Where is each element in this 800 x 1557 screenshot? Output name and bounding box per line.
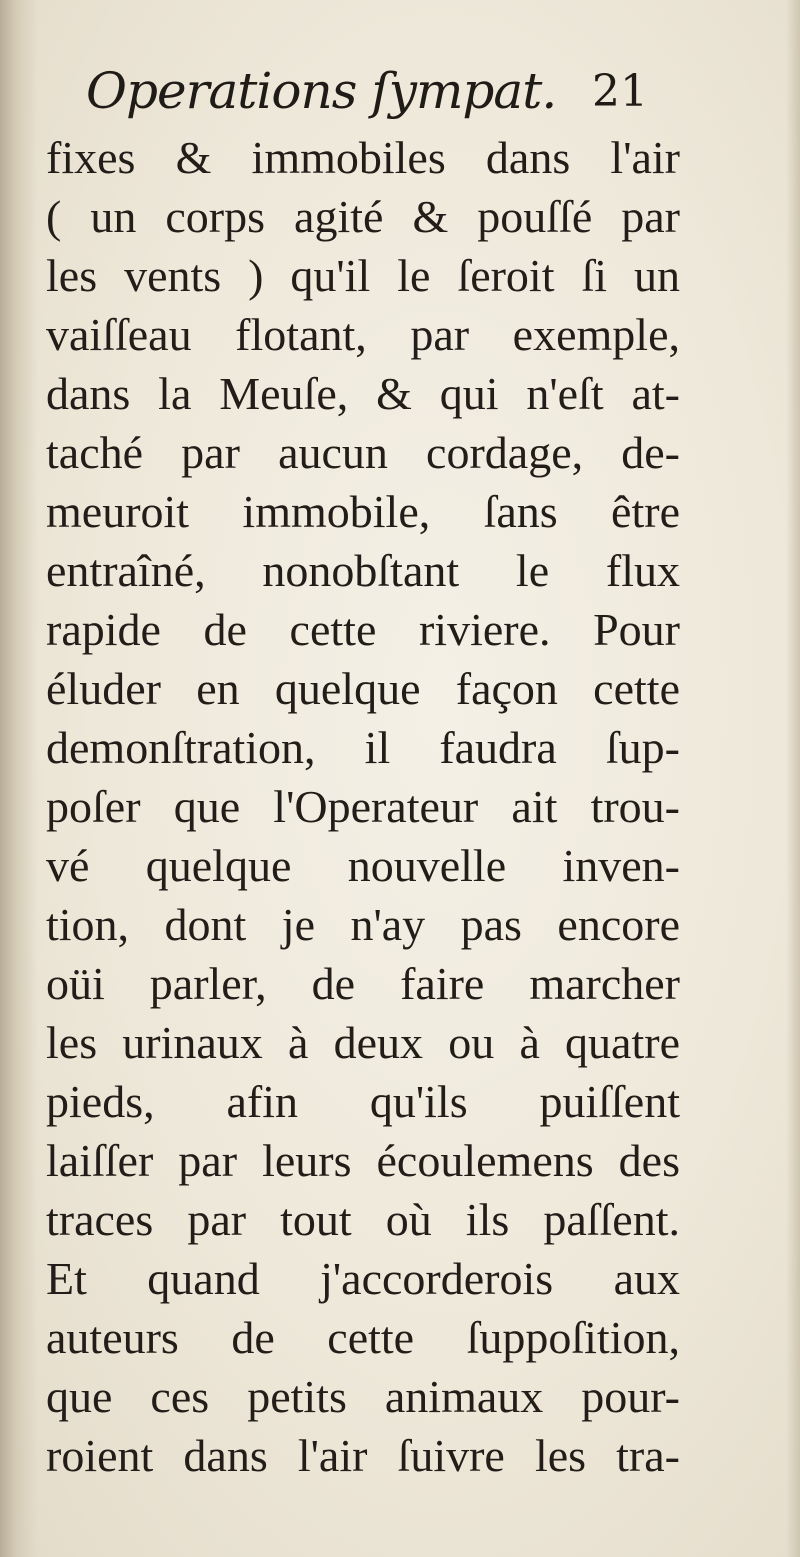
- text-line: roient dans l'air ſuivre les tra-: [46, 1430, 680, 1481]
- text-line: vé quelque nouvelle inven-: [46, 840, 680, 891]
- text-line: ( un corps agité & pouſſé par: [46, 191, 680, 242]
- text-line: auteurs de cette ſuppoſition,: [46, 1312, 680, 1363]
- text-line: entraîné, nonobſtant le flux: [46, 545, 680, 596]
- text-line: taché par aucun cordage, de-: [46, 427, 680, 478]
- text-line: meuroit immobile, ſans être: [46, 486, 680, 537]
- text-line: laiſſer par leurs écoulemens des: [46, 1135, 680, 1186]
- running-title: Operations ſympat.: [86, 62, 557, 120]
- text-line: pieds, afin qu'ils puiſſent: [46, 1076, 680, 1127]
- page-edge: [786, 0, 800, 1557]
- body-text: [46, 128, 680, 1485]
- text-line: Et quand j'accorderois aux: [46, 1253, 680, 1304]
- page-number: 21: [592, 66, 648, 117]
- text-line: les vents ) qu'il le ſeroit ſi un: [46, 250, 680, 301]
- text-line: oüi parler, de faire marcher: [46, 958, 680, 1009]
- text-line: éluder en quelque façon cette: [46, 663, 680, 714]
- binding-gutter: [0, 0, 38, 1557]
- text-line: demonſtration, il faudra ſup-: [46, 722, 680, 773]
- text-line: dans la Meuſe, & qui n'eſt at-: [46, 368, 680, 419]
- text-line: les urinaux à deux ou à quatre: [46, 1017, 680, 1068]
- text-line: fixes & immobiles dans l'air: [46, 132, 680, 183]
- text-line: tion, dont je n'ay pas encore: [46, 899, 680, 950]
- text-line: traces par tout où ils paſſent.: [46, 1194, 680, 1245]
- text-line: rapide de cette riviere. Pour: [46, 604, 680, 655]
- text-line: poſer que l'Operateur ait trou-: [46, 781, 680, 832]
- text-line: vaiſſeau flotant, par exemple,: [46, 309, 680, 360]
- text-line: que ces petits animaux pour-: [46, 1371, 680, 1422]
